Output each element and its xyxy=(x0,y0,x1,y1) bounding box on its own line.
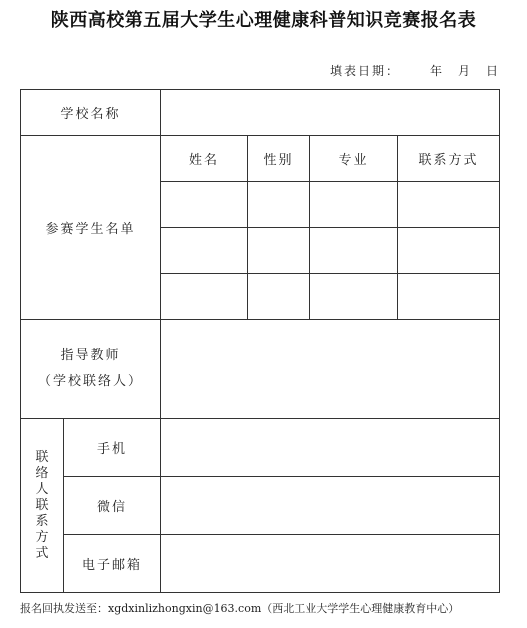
school-name-label: 学校名称 xyxy=(21,90,161,136)
participants-header-row xyxy=(21,136,500,182)
participant-gender-cell[interactable] xyxy=(248,228,310,274)
participant-name-cell[interactable] xyxy=(161,274,248,320)
contact-row-wechat xyxy=(21,477,500,535)
participant-contact-cell[interactable] xyxy=(398,182,500,228)
participants-label: 参赛学生名单 xyxy=(21,136,161,320)
participant-name-cell[interactable] xyxy=(161,182,248,228)
participant-gender-cell[interactable] xyxy=(248,182,310,228)
advisor-label-line1: 指导教师 xyxy=(60,348,121,363)
school-name-field[interactable] xyxy=(161,90,500,136)
fill-date xyxy=(330,62,500,79)
footer-prefix: 报名回执发送至： xyxy=(20,602,108,615)
school-name-row xyxy=(21,90,500,136)
contact-group-label xyxy=(21,419,64,593)
form-title: 陕西高校第五届大学生心理健康科普知识竞赛报名表 xyxy=(50,10,477,31)
contact-row-email xyxy=(21,535,500,593)
participant-gender-cell[interactable] xyxy=(248,274,310,320)
column-header-gender: 性别 xyxy=(248,136,310,182)
footer-email: xgdxinlizhongxin@163.com xyxy=(108,602,262,615)
advisor-field[interactable] xyxy=(161,320,500,419)
advisor-label xyxy=(21,320,161,419)
footer-note xyxy=(20,600,459,616)
participant-contact-cell[interactable] xyxy=(398,274,500,320)
contact-row-phone xyxy=(21,419,500,477)
contact-group-text: 联络人 联系方式 xyxy=(35,449,49,561)
participant-major-cell[interactable] xyxy=(310,182,398,228)
column-header-contact: 联系方式 xyxy=(398,136,500,182)
email-label: 电子邮箱 xyxy=(64,535,161,593)
column-header-major: 专业 xyxy=(310,136,398,182)
advisor-row xyxy=(21,320,500,419)
wechat-field[interactable] xyxy=(161,477,500,535)
wechat-label: 微信 xyxy=(64,477,161,535)
participant-major-cell[interactable] xyxy=(310,274,398,320)
advisor-label-line2: （学校联络人） xyxy=(38,374,144,389)
participant-contact-cell[interactable] xyxy=(398,228,500,274)
participant-name-cell[interactable] xyxy=(161,228,248,274)
fill-date-year: 年 xyxy=(430,64,445,78)
column-header-name: 姓名 xyxy=(161,136,248,182)
email-field[interactable] xyxy=(161,535,500,593)
phone-label: 手机 xyxy=(64,419,161,477)
fill-date-day: 日 xyxy=(486,64,501,78)
phone-field[interactable] xyxy=(161,419,500,477)
footer-suffix: （西北工业大学学生心理健康教育中心） xyxy=(261,602,460,615)
fill-date-month: 月 xyxy=(458,64,473,78)
fill-date-label: 填表日期： xyxy=(330,64,401,78)
registration-form-table xyxy=(20,89,500,593)
participant-major-cell[interactable] xyxy=(310,228,398,274)
